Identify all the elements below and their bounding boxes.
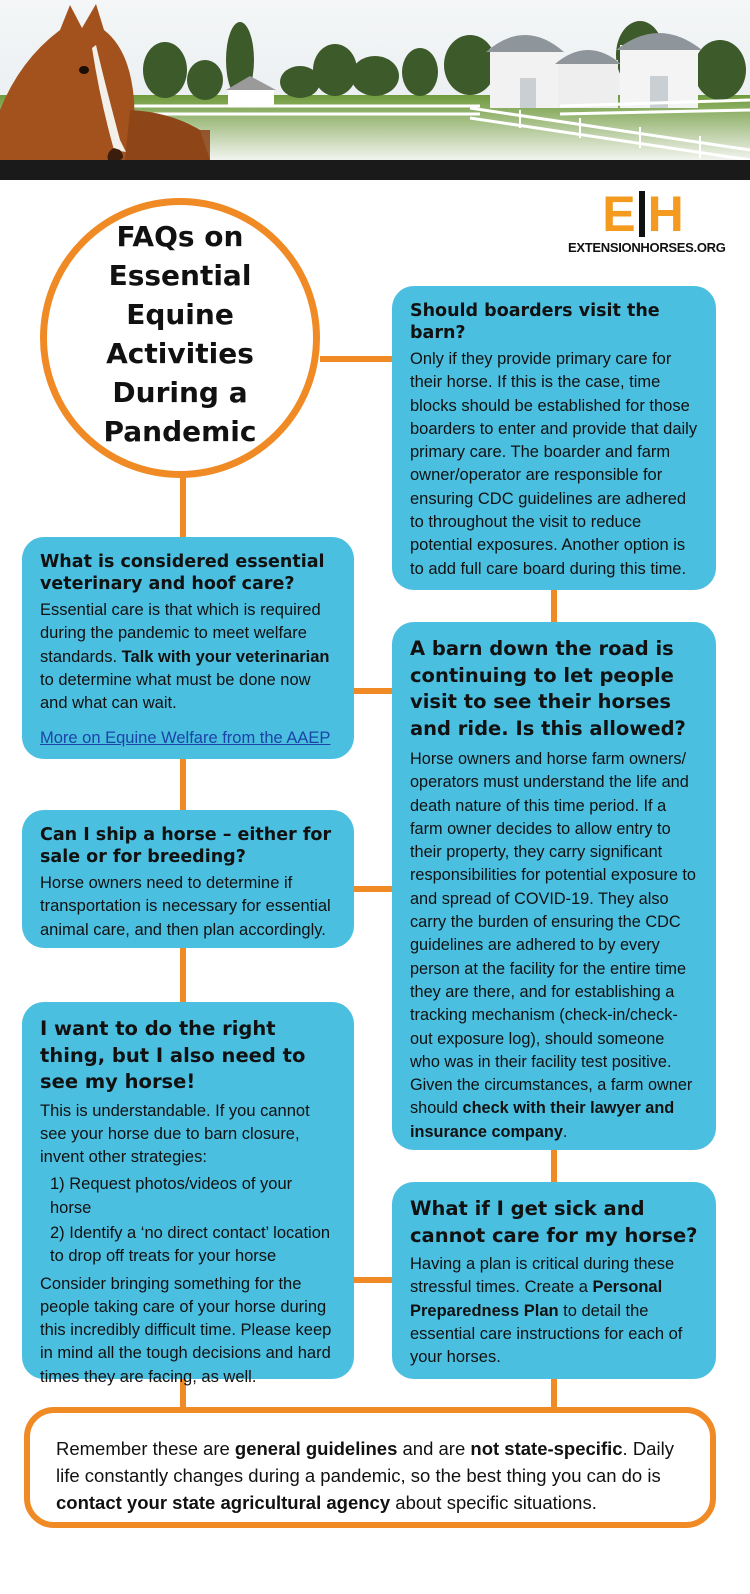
logo-mark bbox=[568, 186, 718, 242]
faq-card-sick bbox=[392, 1182, 716, 1379]
connector-boarders-to-barn bbox=[551, 590, 557, 624]
logo-site-name: EXTENSIONHORSES.ORG bbox=[568, 240, 726, 255]
extensionhorses-logo[interactable] bbox=[568, 186, 726, 255]
right-thing-closing: Consider bringing something for the people taking care of your horse during this incredibly difficult time. Please keep in mind all the tough decisions and hard times they are facing, as well. bbox=[40, 1274, 332, 1386]
connector-right-to-sick bbox=[352, 1277, 396, 1283]
vet-answer-bold: Talk with your veterinarian bbox=[121, 647, 330, 666]
barn-road-answer-bold: check with their lawyer and insurance company bbox=[410, 1099, 675, 1141]
vet-answer-text-end: to determine what must be done now and what can wait. bbox=[40, 670, 311, 713]
connector-ship-to-barn bbox=[352, 886, 396, 892]
connector-barn-to-sick bbox=[551, 1150, 557, 1184]
faq-question-right-thing: I want to do the right thing, but I also need to see my horse! bbox=[40, 1017, 306, 1093]
strategy-item: 1) Request photos/videos of your horse bbox=[50, 1175, 293, 1217]
reminder-bold-general: general guidelines bbox=[234, 1438, 398, 1459]
faq-question-boarders: Should boarders visit the barn? bbox=[410, 301, 660, 343]
reminder-text: and are bbox=[397, 1438, 471, 1459]
connector-vet-to-ship bbox=[180, 758, 186, 812]
barn-road-answer-text: Horse owners and horse farm owners/ operators must understand the life and death nature of this time period. If a farm owner decides to allow entry to their property, they carry significant responsibilities for potential exposure to and spread of COVID-19. They also carry the burden of ensuring the CDC guidelines are adhered to by every person at the facility for the entire time they are there, and for establishing a tracking mechanism (check-in/check-out exposure log), should someone who was in their facility test positive. Given the circumstances, a farm owner should bbox=[410, 750, 696, 1118]
logo-divider bbox=[639, 191, 645, 237]
reminder-text: Remember these are bbox=[56, 1438, 235, 1459]
strategy-list bbox=[40, 1173, 336, 1268]
faq-answer-sick bbox=[410, 1253, 698, 1369]
faq-card-barn-road bbox=[392, 622, 716, 1150]
reminder-box bbox=[24, 1407, 716, 1528]
faq-answer-boarders: Only if they provide primary care for their horse. If this is the case, time blocks should be established for those boarders to enter and provide that daily primary care. The boarder and farm owner/operator are responsible for ensuring CDC guidelines are adhered to throughout the visit to reduce potential exposures. Another option is to add full care board during this time. bbox=[410, 350, 698, 578]
right-thing-intro: This is understandable. If you cannot see your horse due to barn closure, invent other strategies: bbox=[40, 1101, 310, 1167]
faq-card-ship bbox=[22, 810, 354, 948]
aaep-welfare-link[interactable]: More on Equine Welfare from the AAEP bbox=[40, 729, 331, 748]
logo-letter-h: H bbox=[647, 186, 684, 242]
sick-answer-end: to detail the essential care instructions for each of your horses. bbox=[410, 1301, 683, 1367]
faq-answer-ship: Horse owners need to determine if transportation is necessary for essential animal care, and then plan accordingly. bbox=[40, 874, 331, 939]
page-title: FAQs on Essential Equine Activities During a Pandemic bbox=[103, 220, 257, 448]
strategy-item: 2) Identify a ‘no direct contact’ location to drop off treats for your horse bbox=[50, 1223, 331, 1266]
connector-title-to-boarders bbox=[320, 356, 396, 362]
faq-card-right-thing bbox=[22, 1002, 354, 1386]
faq-answer-barn-road bbox=[410, 748, 698, 1144]
connector-ship-to-right bbox=[180, 948, 186, 1004]
faq-card-vet bbox=[22, 537, 354, 759]
connector-vet-to-barn bbox=[352, 688, 396, 694]
vet-answer-text: Essential care is that which is required during the pandemic to meet welfare standards. bbox=[40, 601, 321, 666]
reminder-text: about specific situations. bbox=[390, 1492, 597, 1513]
sick-answer-bold: Personal Preparedness Plan bbox=[410, 1278, 663, 1320]
logo-letter-e: E bbox=[602, 186, 636, 242]
farm-scene-image bbox=[0, 0, 750, 180]
title-circle bbox=[40, 198, 320, 478]
faq-question-vet: What is considered essential veterinary and hoof care? bbox=[40, 552, 325, 594]
connector-title-down bbox=[180, 476, 186, 538]
barn-road-answer-end: . bbox=[562, 1122, 568, 1141]
reminder-bold-agency: contact your state agricultural agency bbox=[56, 1492, 391, 1513]
connector-sick-bottom bbox=[551, 1379, 557, 1409]
header-banner-photo bbox=[0, 0, 750, 180]
reminder-bold-state: not state-specific bbox=[470, 1438, 623, 1459]
faq-question-ship: Can I ship a horse – either for sale or for breeding? bbox=[40, 825, 332, 867]
faq-card-boarders bbox=[392, 286, 716, 590]
faq-answer-vet bbox=[40, 599, 336, 715]
faq-question-barn-road: A barn down the road is continuing to let people visit to see their horses and ride. Is this allowed? bbox=[410, 637, 686, 740]
sick-answer-text: Having a plan is critical during these stressful times. Create a bbox=[410, 1255, 675, 1297]
faq-question-sick: What if I get sick and cannot care for my horse? bbox=[410, 1197, 698, 1247]
reminder-text: . Daily life constantly changes during a pandemic, so the best thing you can do is bbox=[56, 1438, 674, 1486]
